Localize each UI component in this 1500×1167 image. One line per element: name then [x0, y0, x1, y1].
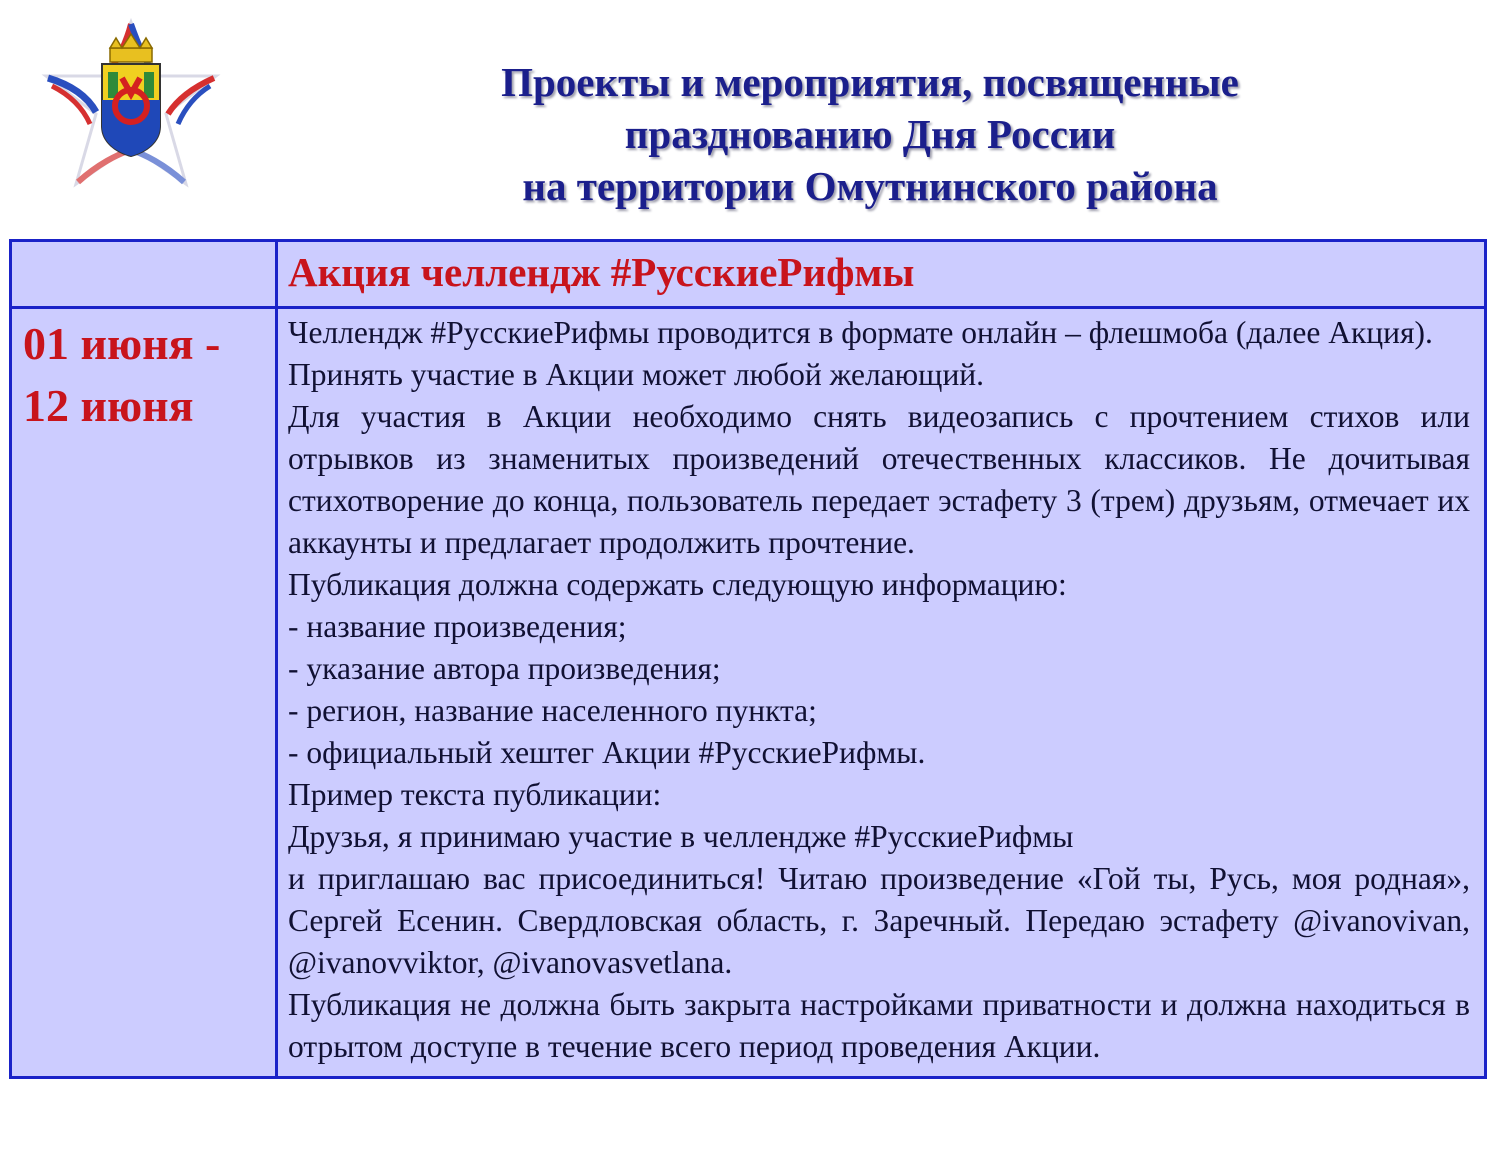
event-dates: [12, 309, 275, 437]
paragraph: Публикация не должна быть закрыта настройками приватности и должна находиться в отрытом доступе в течение всего период проведения Акции.: [288, 987, 1470, 1064]
paragraph: Принять участие в Акции может любой желающий.: [288, 357, 985, 392]
events-table: [9, 239, 1487, 1079]
title-line: празднованию Дня России: [624, 111, 1116, 157]
list-item: - указание автора произведения;: [288, 651, 721, 686]
empty-header-cell: [11, 241, 277, 308]
district-coat-of-arms-logo: [38, 14, 224, 200]
paragraph: Челлендж #РусскиеРифмы проводится в формате онлайн – флешмоба (далее Акция).: [288, 315, 1433, 350]
event-description: [278, 309, 1484, 1076]
list-item: - официальный хештег Акции #РусскиеРифмы.: [288, 735, 926, 770]
date-cell: [11, 308, 277, 1078]
paragraph: Для участия в Акции необходимо снять видеозапись с прочтением стихов или отрывков из знаменитых произведений отечественных классиков. Не дочитывая стихотворение до конца, пользователь передает эстафету 3 (трем) друзьям, отмечает их аккаунты и предлагает продолжить прочтение.: [288, 399, 1470, 560]
title-line: Проекты и мероприятия, посвященные: [501, 59, 1239, 105]
paragraph: и приглашаю вас присоединиться! Читаю произведение «Гой ты, Русь, моя родная», Сергей Есенин. Свердловская область, г. Заречный. Передаю эстафету @ivanovivan, @ivanovviktor, @ivanovasvetlana.: [288, 861, 1470, 980]
description-cell: [277, 308, 1486, 1078]
event-name: Акция челлендж #РусскиеРифмы: [288, 249, 915, 295]
event-name-cell: [277, 241, 1486, 308]
table-row: [11, 308, 1486, 1078]
date-line: 01 июня -: [23, 318, 221, 369]
table-header-row: [11, 241, 1486, 308]
list-item: - регион, название населенного пункта;: [288, 693, 817, 728]
title-line: на территории Омутнинского района: [522, 163, 1218, 209]
paragraph: Друзья, я принимаю участие в челлендже #РусскиеРифмы: [288, 819, 1074, 854]
page-title: [300, 56, 1440, 212]
date-line: 12 июня: [23, 380, 194, 431]
paragraph: Публикация должна содержать следующую информацию:: [288, 567, 1067, 602]
list-item: - название произведения;: [288, 609, 627, 644]
paragraph: Пример текста публикации:: [288, 777, 662, 812]
